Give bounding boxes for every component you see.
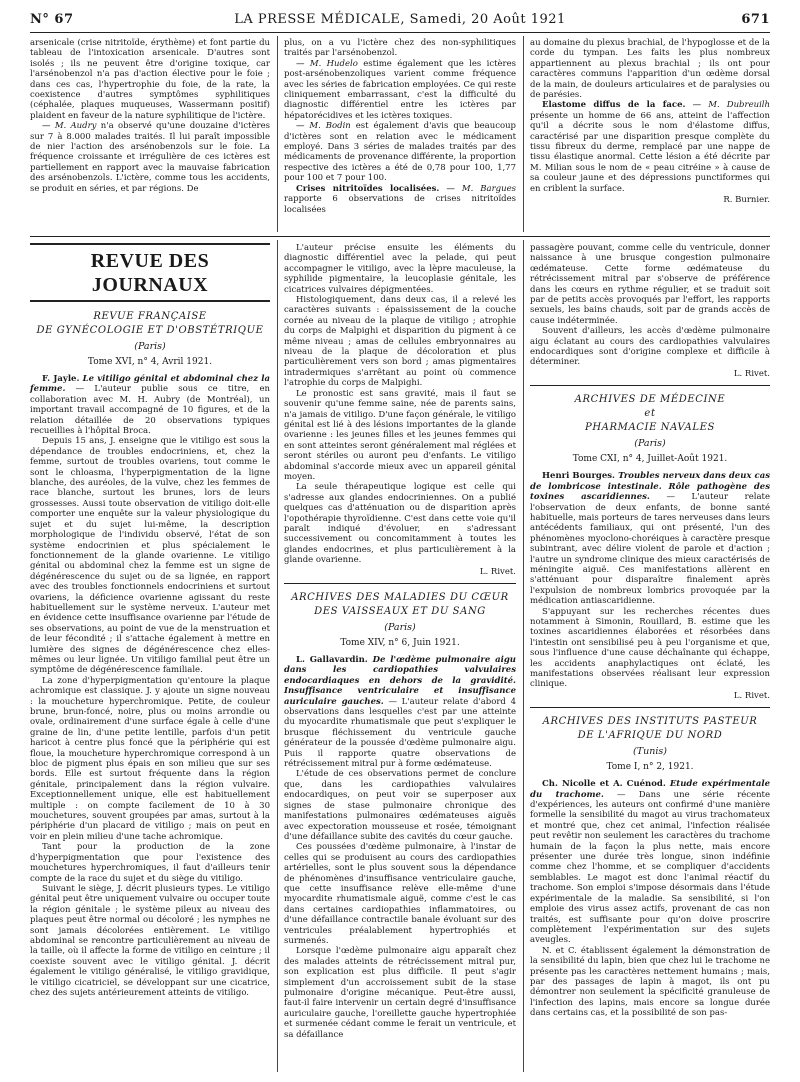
issue-number: N° 67 (30, 12, 74, 27)
speaker-name: — M. Bargues (439, 183, 516, 194)
paragraph (284, 121, 516, 183)
article-title: De l'œdème pulmonaire aigu dans les cardiopathies valvulaires endocardiaques en dehors de la gravidité. Insuffisance ventriculaire et insuffisance auriculaire gauches. (284, 655, 516, 707)
page-number: 671 (741, 12, 770, 27)
paragraph (530, 471, 770, 606)
paragraph-text: — L'auteur relate l'observation de deux enfants, de bonne santé habituelle, mais porteurs de tares nerveuses dans leurs antécédents familiaux, qui ont présenté, l'un des phénomènes myoclono-choréiques à caractère presque subintrant, avec délire violent de parole et d'action ; l'autre un syndrome clinique des mieux caractérisés de méningite aiguë. Ces manifestations allèrent en s'atténuant pour disparaître finalement après l'expulsion de nombreux lombrics provoquée par la médication antiascaridienne. (530, 492, 770, 607)
journal-title-line: PHARMACIE NAVALES (585, 422, 715, 434)
journal-title-line: DE L'AFRIQUE DU NORD (577, 730, 723, 742)
journal-title-line: ARCHIVES DES INSTITUTS PASTEUR (542, 716, 758, 728)
paragraph: S'appuyant sur les recherches récentes dues notamment à Simonin, Rouillard, B. estime que les toxines ascaridiennes élaborées et résorbées dans l'intestin ont sensibilisé peu à peu l'organisme et que, sous l'influence d'une cause déchaînante qui échappe, les accidents anaphylactiques ont éclaté, les manifestations observées réalisant leur expression clinique. (530, 606, 770, 690)
revue-column-1 (30, 243, 270, 998)
paragraph: Depuis 15 ans, J. enseigne que le vitiligo est sous la dépendance de troubles endocriniens, et, chez la femme, surtout de troubles ovariens, tout comme le sont le chloasma, l'hyperpigmentation de la ligne blanche, des auréoles, de la vulve, chez les femmes de race blanche, surtout les brunes, lors de leurs grossesses. Aussi toute observation de vitiligo doit-elle comporter une enquête sur la valeur physiologique du sujet et du sujet lui-même, la description morphologique de l'individu observé, l'état de son système endocrinien et plus spécialement le fonctionnement de la glande ovarienne. Le vitiligo génital ou abdominal chez la femme est un signe de dégénérescence du sujet ou de sa lignée, en rapport avec des troubles fonctionnels endocriniens et surtout ovariens, la déficience ovarienne agissant du reste habituellement sur le système nerveux. L'auteur met en évidence cette insuffisance ovarienne par l'étude de ses observations, au point de vue de la menstruation et de leur fécondité ; il s'attache également à mettre en lumière des signes de dégénérescence chez elles-mêmes ou leur lignée. Un vitiligo familial peut être un symptôme de dégénérescence familiale. (30, 436, 270, 676)
article-title: Le vitiligo génital et abdominal chez la femme. (30, 374, 270, 395)
journal-section-title (30, 310, 270, 338)
journal-title-line: ARCHIVES DES MALADIES DU CŒUR (291, 592, 509, 603)
paragraph: Histologiquement, dans deux cas, il a relevé les caractères suivants : épaississement de la couche cornée au niveau de la plaque de vitiligo ; atrophie du corps de Malpighi et disparition du pigment à ce même niveau ; amas de cellules embryonnaires au niveau de la plaque de décoloration et plus particulièrement vers son bord ; amas pigmentaires intradermiques s'arrêtant au point où commence l'atrophie du corps de Malpighi. (284, 295, 516, 389)
revue-column-3 (530, 243, 770, 1019)
column-divider (277, 240, 278, 1072)
section-heading: Elastome diffus de la face. (542, 100, 686, 111)
journal-title-line: REVUE FRANÇAISE (93, 311, 207, 322)
column-divider (277, 36, 278, 232)
paragraph-text: présente un homme de 66 ans, atteint de l'affection qu'il a décrite sous le nom d'élastome diffus, caractérisé par une disparition presque complète du tissu fibreux du derme, remplacé par une nappe de tissu élastique anormal. Cette lésion a été décrite par M. Milian sous le nom de « peau citréine » à cause de sa couleur jaune et des dépressions punctiformes qui en criblent la surface. (530, 110, 770, 194)
journal-volume: Tome CXI, n° 4, Juillet-Août 1921. (572, 454, 728, 465)
paragraph: La seule thérapeutique logique est celle qui s'adresse aux glandes endocriniennes. On a publié quelques cas d'atténuation ou de disparition après l'opothérapie thyroïdienne. C'est dans cette voie qu'il paraît indiqué d'évoluer, en s'adressant successivement ou concomitamment à toutes les glandes endocrines, et plus particulièrement à la glande ovarienne. (284, 482, 516, 566)
journal-title-line: et (644, 408, 656, 420)
signature: L. Rivet. (733, 690, 770, 701)
journal-volume: Tome XVI, n° 4, Avril 1921. (87, 357, 213, 367)
article-title: Etude expérimentale du trachome. (530, 779, 770, 800)
paragraph (284, 184, 516, 215)
page-header (30, 12, 770, 32)
journal-volume: Tome XIV, n° 6, Juin 1921. (340, 638, 460, 648)
paragraph-text: rapporte 6 observations de crises nitritoïdes localisées (284, 194, 516, 215)
paragraph (530, 779, 770, 946)
revue-column-2 (284, 243, 516, 1040)
paragraph: N. et C. établissent également la démonstration de la sensibilité du lapin, bien que chez lui le trachome ne présente pas les caractères nettement humains ; mais, par des passages de lapin à magot, ils ont pu démontrer non seulement la spécificité granuleuse de l'infection des lapins, mais encore sa longue durée dans certains cas, et la possibilité de son pas- (530, 945, 770, 1019)
speaker-name: — M. Hudelo (296, 58, 358, 69)
paragraph: Tant pour la production de la zone d'hyperpigmentation que pour l'existence des mouchetures hyperchromiques, il faut d'ailleurs tenir compte de la race du sujet et du siège du vitiligo. (30, 842, 270, 884)
paragraph: L'étude de ces observations permet de conclure que, dans les cardiopathies valvulaires endocardiques, on peut voir se superposer aux signes de stase pulmonaire chronique des manifestations pulmonaires œdémateuses aiguës avec expectoration mousseuse et rosée, témoignant d'une défaillance subite des cavités du cœur gauche. (284, 769, 516, 842)
paragraph-text: n'a observé qu'une douzaine d'ictères sur 7 à 8.000 malades traités. Il lui paraît impossible de nier l'action des arsénobenzols sur le foie. La fréquence croissante et irrégulière de ces ictères est partiellement en rapport avec la mauvaise fabrication des arsénobenzols. L'ictère, comme tous les accidents, se produit en séries, et par régions. De (30, 121, 270, 194)
author-name: F. Jayle. (42, 374, 80, 384)
journal-place: (Paris) (384, 622, 416, 633)
paragraph: Suivant le siège, J. décrit plusieurs types. Le vitiligo génital peut être uniquement vulvaire ou occuper toute la région génitale ; le système pileux au niveau des plaques peut être normal ou décoloré ; les nymphes ne sont jamais décolorées entièrement. Le vitiligo abdominal se rencontre particulièrement au niveau de la taille, où il affecte la forme de vitiligo en ceinture ; il coexiste souvent avec le vitiligo génital. J. décrit également le vitiligo généralisé, le vitiligo gravidique, le vitiligo cicatriciel, se développant sur une cicatrice, chez des sujets antérieurement atteints de vitiligo. (30, 883, 270, 998)
top-column-3 (530, 38, 770, 206)
journal-title-line: ARCHIVES DE MÉDECINE (574, 394, 726, 406)
section-rule (30, 236, 770, 237)
paragraph-text: — L'auteur publie sous ce titre, en collaboration avec M. H. Aubry (de Montréal), un important travail accompagné de 10 figures, et de la relation détaillée de 20 observations typiques recueillies à l'hôpital Broca. (30, 384, 270, 437)
column-divider (523, 240, 524, 1072)
paragraph: plus, on a vu l'ictère chez des non-syphilitiques traités par l'arsénobenzol. (284, 38, 516, 59)
paragraph-text: est également d'avis que beaucoup d'ictères sont en relation avec le médicament employé. Dans 3 séries de malades traités par des médicaments de provenance différente, la proportion respective des ictères a été de 0,78 pour 100, 1,77 pour 100 et 7 pour 100. (284, 121, 516, 184)
signature: R. Burnier. (723, 195, 770, 206)
section-heading: Crises nitritoïdes localisées. (296, 183, 440, 194)
journal-title: LA PRESSE MÉDICALE, Samedi, 20 Août 1921 (234, 12, 566, 27)
paragraph: L'auteur précise ensuite les éléments du diagnostic différentiel avec la pelade, qui peut accompagner le vitiligo, avec la lèpre maculeuse, la syphilide pigmentaire, la leucoplasie génitale, les cicatrices vulvaires dépigmentées. (284, 243, 516, 295)
journal-title-line: DES VAISSEAUX ET DU SANG (314, 606, 486, 617)
journal-section-title (284, 583, 516, 619)
article-title: Troubles nerveux dans deux cas de lombricose intestinale. Rôle pathogène des toxines ascaridiennes. (530, 471, 770, 503)
journal-volume: Tome I, n° 2, 1921. (606, 762, 694, 773)
paragraph (284, 59, 516, 121)
column-divider (523, 36, 524, 232)
speaker-name: — M. Bodin (296, 121, 351, 132)
paragraph: Lorsque l'œdème pulmonaire aigu apparaît chez des malades atteints de rétrécissement mitral pur, son explication est plus difficile. Il peut s'agir simplement d'un accroissement subit de la stase pulmonaire d'origine mécanique. Peut-être aussi, faut-il faire intervenir un certain degré d'insuffisance auriculaire gauche, l'oreillette gauche hypertrophiée et surmenée cédant comme le ferait un ventricule, et sa défaillance (284, 946, 516, 1040)
paragraph (530, 100, 770, 194)
paragraph-text: estime également que les ictères post-arsénobenzoliques varient comme fréquence avec les séries de fabrication employées. Ce qui reste cliniquement embarrassant, c'est la difficulté du diagnostic différentiel entre les ictères par hépatorécidives et les ictères toxiques. (284, 58, 516, 121)
journal-place: (Paris) (634, 438, 666, 450)
top-column-2 (284, 38, 516, 215)
paragraph: au domaine du plexus brachial, de l'hypoglosse et de la corde du tympan. Les faits les plus nombreux appartiennent au plexus brachial ; ils ont pour caractères communs l'apparition d'un œdème dorsal de la main, de douleurs articulaires et de paralysies ou de parésies. (530, 38, 770, 101)
author-name: Ch. Nicolle et A. Cuénod. (542, 779, 666, 790)
author-name: Henri Bourges. (542, 471, 616, 482)
journal-place: (Paris) (134, 341, 166, 352)
paragraph (284, 655, 516, 769)
speaker-name: — M. Audry (42, 121, 97, 132)
paragraph: Souvent d'ailleurs, les accès d'œdème pulmonaire aigu éclatant au cours des cardiopathies valvulaires endocardiques sont d'origine complexe et difficile à déterminer. (530, 326, 770, 368)
signature: L. Rivet. (733, 368, 770, 379)
revue-title: REVUE DES JOURNAUX (30, 243, 270, 302)
paragraph-text: — Dans une série récente d'expériences, les auteurs ont confirmé d'une manière formelle la sensibilité du magot au virus trachomateux et montré que, chez cet animal, l'infection réalisée peut revêtir non seulement les caractères du trachome humain de la façon la plus nette, mais encore présenter une durée très longue, sinon indéfinie comme chez l'homme, et se compliquer d'accidents semblables. Le magot est donc l'animal réactif du trachome. Son emploi s'impose désormais dans l'étude expérimentale de la maladie. Sa sensibilité, si l'on emploie des virus assez actifs, provenant de cas non traités, est suffisante pour qu'on doive proscrire complètement l'expérimentation sur des sujets aveugles. (530, 789, 771, 946)
paragraph (30, 121, 270, 194)
journal-section-title (530, 707, 770, 743)
header-rule (30, 32, 770, 33)
journal-place: (Tunis) (633, 746, 667, 758)
journal-section-title (530, 385, 770, 435)
paragraph: passagère pouvant, comme celle du ventricule, donner naissance à une brusque congestion pulmonaire œdémateuse. Cette forme œdémateuse du rétrécissement mitral par s'observe de préférence dans les cœurs en rythme régulier, et se traduit soit par de petits accès provoqués par l'effort, les rapports sexuels, les bains chauds, soit par de grands accès de cause indéterminée. (530, 243, 770, 326)
paragraph: Le pronostic est sans gravité, mais il faut se souvenir qu'une femme saine, née de parents sains, n'a jamais de vitiligo. D'une façon générale, le vitiligo génital est lié à des lésions importantes de la glande ovarienne : les jeunes filles et les jeunes femmes qui en sont atteintes seront généralement mal réglées et seront stériles ou auront peu d'enfants. Le vitiligo abdominal s'accorde mieux avec un appareil génital moyen. (284, 388, 516, 482)
paragraph (30, 374, 270, 436)
author-name: L. Gallavardin. (296, 655, 368, 665)
paragraph: La zone d'hyperpigmentation qu'entoure la plaque achromique est classique. J. y ajoute un signe nouveau : la moucheture hyperchromique. Petite, de couleur brune, brun-foncé, noire, plus ou moins arrondie ou ovale, ordinairement d'une surface égale à celle d'une graine de lin, d'une petite lentille, parfois d'un petit haricot à centre plus foncé que la périphérie qui est floue, la moucheture hyperchromique correspond à un bloc de pigment plus épais en son milieu que sur ses bords. Elle est surtout fréquente dans la région génitale, principalement dans la région vulvaire. Exceptionnellement unique, elle est habituellement multiple : on compte facilement de 10 à 30 mouchetures, souvent groupées par amas, surtout à la périphérie d'un placard de vitiligo ; mais on peut en voir en plein milieu d'une tache achromique. (30, 675, 270, 842)
paragraph: Ces poussées d'œdème pulmonaire, à l'instar de celles qui se produisent au cours des cardiopathies artérielles, sont le plus souvent sous la dépendance de phénomènes d'insuffisance ventriculaire gauche, que cette insuffisance relève elle-même d'une myocardite rhumatismale aiguë, comme c'est le cas dans certaines cardiopathies inflammatoires, ou d'une défaillance contractile banale évoluant sur des ventricules préalablement hypertrophiés et surmenés. (284, 842, 516, 946)
speaker-name: — M. Dubreuilh (685, 100, 770, 111)
paragraph-text: — L'auteur relate d'abord 4 observations dans lesquelles c'est par une atteinte du myocardite rhumatismale que peut s'expliquer le brusque fléchissement du ventricule gauche générateur de la poussée d'œdème pulmonaire aigu. Puis il rapporte quatre observations de rétrécissement mitral pur à forme œdémateuse. (284, 696, 516, 770)
signature: L. Rivet. (479, 566, 516, 577)
journal-title-line: DE GYNÉCOLOGIE ET D'OBSTÉTRIQUE (36, 325, 264, 336)
paragraph: arsenicale (crise nitritoïde, érythème) et font partie du tableau de l'intoxication arsenicale. D'autres sont isolés ; ils ne peuvent être d'origine toxique, car l'arsénobenzol n'a pas d'action élective pour le foie ; dans ces cas, l'hypertrophie du foie, de la rate, la coexistence d'autres symptômes syphilitiques (céphalée, plaques muqueuses, Wassermann positif) plaident en faveur de la nature syphilitique de l'ictère. (30, 38, 270, 121)
top-column-1 (30, 38, 270, 194)
